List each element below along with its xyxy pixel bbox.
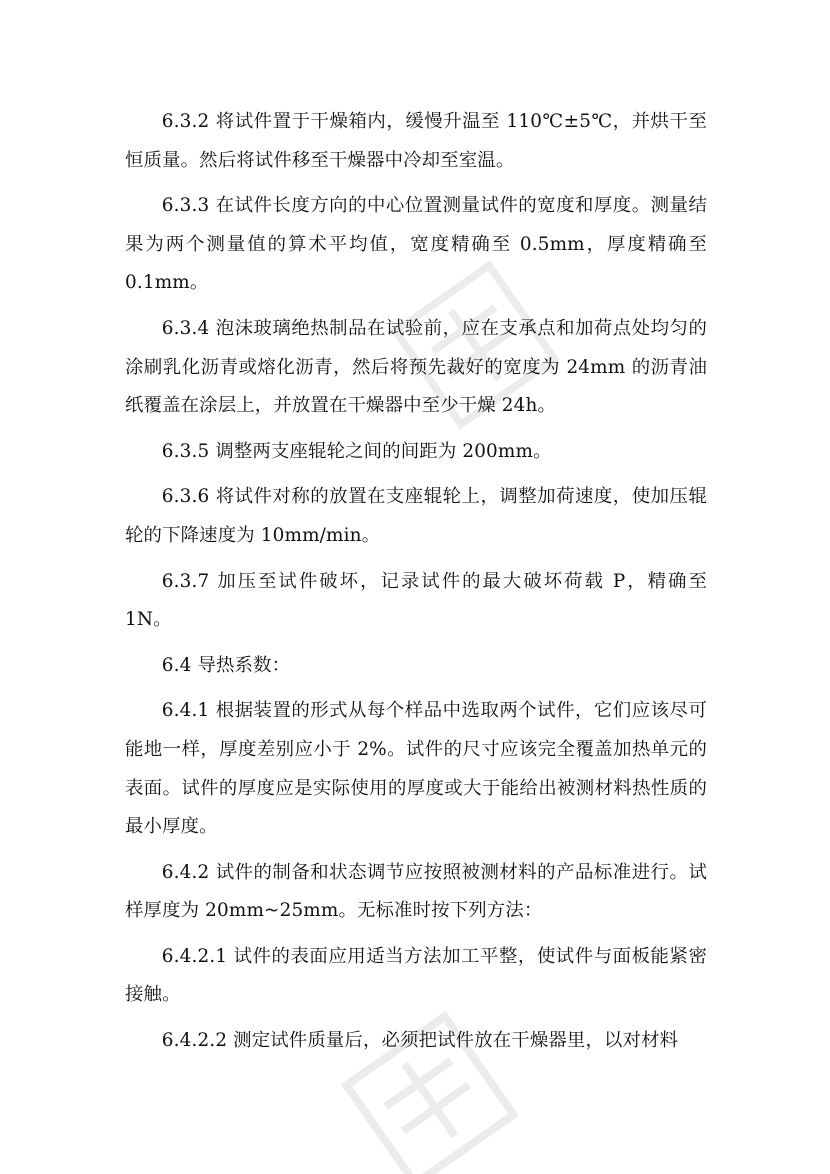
paragraph-6-3-2: 6.3.2 将试件置于干燥箱内，缓慢升温至 110℃±5℃，并烘干至恒质量。然后将试件移至干燥器中冷却至室温。	[125, 111, 707, 171]
section-heading-6-4: 6.4 导热系数：	[161, 654, 291, 676]
paragraph-6-4-1: 6.4.1 根据装置的形式从每个样品中选取两个试件，它们应该尽可能地一样，厚度差别应小于 2%。试件的尺寸应该完全覆盖加热单元的表面。试件的厚度应是实际使用的厚度或大于能给出被测材料热性质的最小厚度。	[125, 700, 707, 838]
paragraph-6-3-4: 6.3.4 泡沫玻璃绝热制品在试验前，应在支承点和加荷点处均匀的涂刷乳化沥青或熔化沥青，然后将预先裁好的宽度为 24mm 的沥青油纸覆盖在涂层上，并放置在干燥器中至少干燥 24h。	[125, 317, 707, 417]
paragraph-6-3-5: 6.3.5 调整两支座辊轮之间的间距为 200mm。	[161, 440, 552, 462]
paragraph-6-4-2-1: 6.4.2.1 试件的表面应用适当方法加工平整，使试件与面板能紧密接触。	[125, 945, 707, 1006]
document-body	[125, 103, 707, 1061]
paragraph-6-3-7: 6.3.7 加压至试件破坏，记录试件的最大破坏荷载 P，精确至 1N。	[125, 570, 707, 631]
paragraph-6-3-6: 6.3.6 将试件对称的放置在支座辊轮上，调整加荷速度，使加压辊轮的下降速度为 10mm/min。	[125, 486, 707, 546]
paragraph-6-4-2: 6.4.2 试件的制备和状态调节应按照被测材料的产品标准进行。试样厚度为 20mm~25mm。无标准时按下列方法：	[125, 861, 707, 922]
paragraph-6-3-3: 6.3.3 在试件长度方向的中心位置测量试件的宽度和厚度。测量结果为两个测量值的算术平均值，宽度精确至 0.5mm，厚度精确至 0.1mm。	[125, 195, 707, 294]
paragraph-6-4-2-2: 6.4.2.2 测定试件质量后，必须把试件放在干燥器里，以对材料	[161, 1030, 679, 1052]
